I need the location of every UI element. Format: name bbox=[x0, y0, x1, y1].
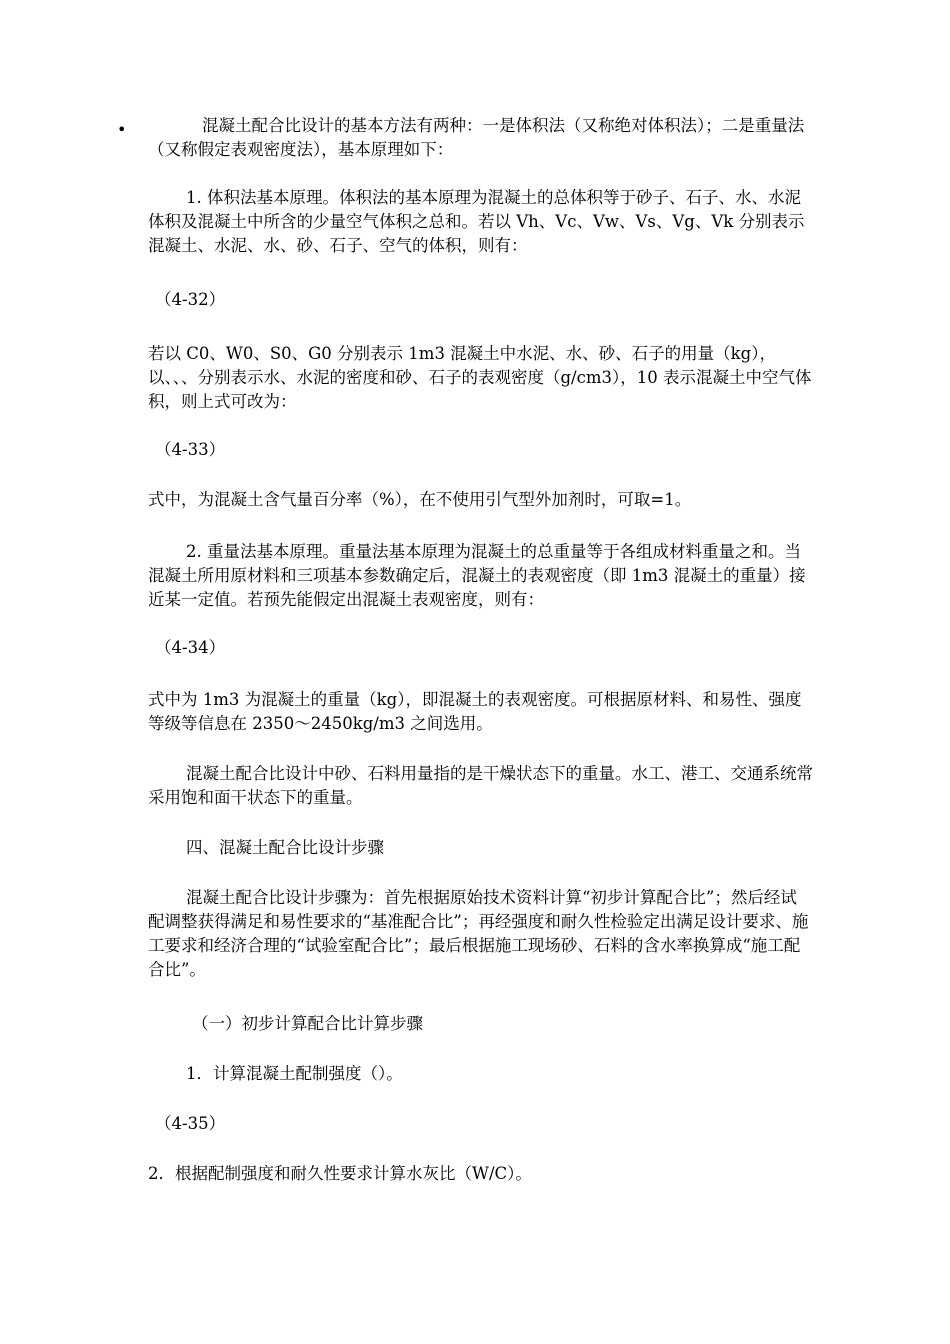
step-1-strength: 1．计算混凝土配制强度（）。 bbox=[186, 1064, 403, 1083]
paragraph-dry-state: 混凝土配合比设计中砂、石料用量指的是干燥状态下的重量。水工、港工、交通系统常采用饱和面干状态下的重量。 bbox=[148, 764, 813, 807]
step-2-water-cement-ratio: 2．根据配制强度和耐久性要求计算水灰比（W/C）。 bbox=[148, 1164, 532, 1183]
paragraph-volume-method: 1. 体积法基本原理。体积法的基本原理为混凝土的总体积等于砂子、石子、水、水泥体积及混凝土中所含的少量空气体积之总和。若以 Vh、Vc、Vw、Vs、Vg、Vk 分别表示混凝土、水泥、水、砂、石子、空气的体积，则有： bbox=[148, 188, 805, 255]
list-bullet: • bbox=[117, 120, 127, 139]
paragraph-density-range: 式中为 1m3 为混凝土的重量（kg），即混凝土的表观密度。可根据原材料、和易性、强度等级等信息在 2350～2450kg/m3 之间选用。 bbox=[148, 690, 802, 733]
paragraph-intro: 混凝土配合比设计的基本方法有两种：一是体积法（又称绝对体积法）；二是重量法（又称假定表观密度法），基本原理如下： bbox=[148, 116, 805, 159]
paragraph-weight-method: 2. 重量法基本原理。重量法基本原理为混凝土的总重量等于各组成材料重量之和。当混凝土所用原材料和三项基本参数确定后，混凝土的表观密度（即 1m3 混凝土的重量）接近某一定值。若预先能假定出混凝土表观密度，则有： bbox=[148, 542, 806, 609]
equation-label-4-35: （4-35） bbox=[155, 1114, 226, 1133]
subsection-heading-preliminary: （一）初步计算配合比计算步骤 bbox=[192, 1014, 423, 1033]
section-heading-design-steps: 四、混凝土配合比设计步骤 bbox=[186, 838, 384, 857]
paragraph-air-content: 式中，为混凝土含气量百分率（%），在不使用引气型外加剂时，可取=1。 bbox=[148, 490, 692, 509]
paragraph-design-steps: 混凝土配合比设计步骤为：首先根据原始技术资料计算“初步计算配合比”；然后经试配调整获得满足和易性要求的“基准配合比”；再经强度和耐久性检验定出满足设计要求、施工要求和经济合理的“试验室配合比”；最后根据施工现场砂、石料的含水率换算成“施工配合比”。 bbox=[148, 888, 809, 979]
paragraph-volume-formula: 若以 C0、W0、S0、G0 分别表示 1m3 混凝土中水泥、水、砂、石子的用量（kg），以、、、分别表示水、水泥的密度和砂、石子的表观密度（g/cm3），10 表示混凝土中空气体积，则上式可改为： bbox=[148, 344, 812, 411]
equation-label-4-33: （4-33） bbox=[155, 440, 226, 459]
equation-label-4-32: （4-32） bbox=[155, 290, 226, 309]
equation-label-4-34: （4-34） bbox=[155, 638, 226, 657]
